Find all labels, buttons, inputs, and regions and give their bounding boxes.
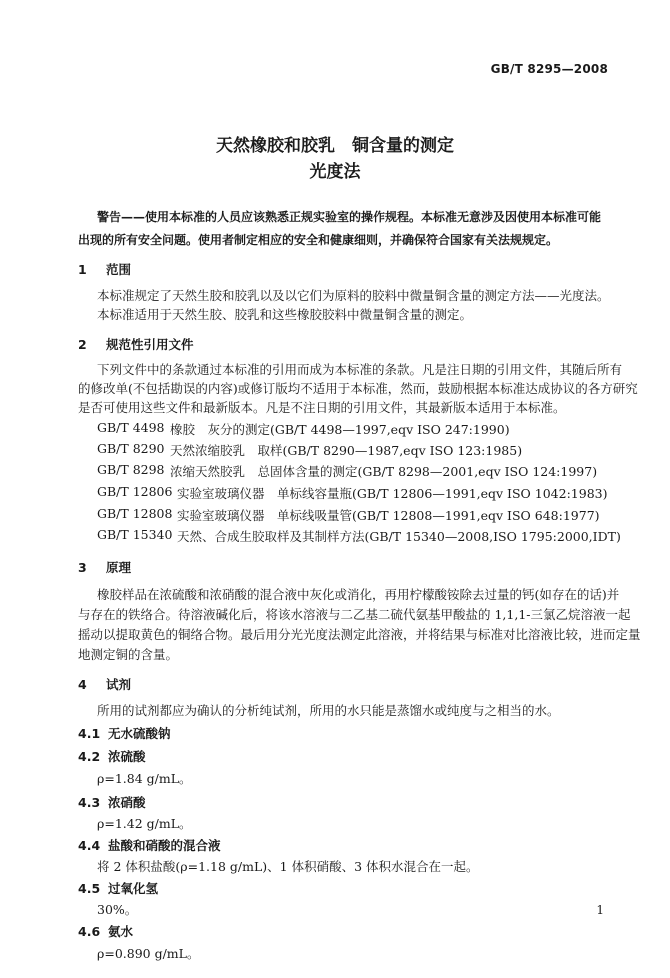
- ref-title: 橡胶 灰分的测定(GB/T 4498—1997,eqv ISO 247:1990): [170, 422, 510, 437]
- ref-code: GB/T 4498: [97, 420, 165, 435]
- section-heading-reagents: [78, 675, 131, 693]
- reagent-number: 4.4: [78, 838, 101, 853]
- reagent-name: 浓硫酸: [108, 749, 146, 764]
- reagent-name: 浓硝酸: [108, 795, 146, 810]
- section-heading-refs: [78, 335, 194, 353]
- warning-line-2: 出现的所有安全问题。使用者制定相应的安全和健康细则，并确保符合国家有关法规规定。: [78, 233, 559, 247]
- section-number: 1: [78, 262, 87, 277]
- reagent-heading: [78, 836, 221, 854]
- reagent-number: 4.3: [78, 795, 101, 810]
- reagent-heading: [78, 922, 133, 940]
- ref-title: 天然浓缩胶乳 取样(GB/T 8290—1987,eqv ISO 123:1985): [170, 443, 523, 458]
- ref-code: GB/T 12806: [97, 484, 173, 499]
- reagent-name: 过氧化氢: [108, 881, 159, 896]
- principle-line-3: 摇动以提取黄色的铜络合物。最后用分光光度法测定此溶液，并将结果与标准对比溶液比较，进而定量: [78, 627, 641, 642]
- reagent-name: 氨水: [108, 924, 134, 939]
- reagent-detail: 30%。: [97, 902, 138, 917]
- scope-paragraph-2: 本标准适用于天然生胶、胶乳和这些橡胶胶料中微量铜含量的测定。: [97, 307, 473, 322]
- reagent-number: 4.2: [78, 749, 101, 764]
- document-subtitle: 光度法: [309, 162, 361, 182]
- ref-code: GB/T 8290: [97, 441, 165, 456]
- reagent-detail: ρ=1.84 g/mL。: [97, 771, 192, 786]
- ref-title: 实验室玻璃仪器 单标线吸量管(GB/T 12808—1991,eqv ISO 648:1977): [177, 508, 600, 523]
- ref-code: GB/T 15340: [97, 527, 173, 542]
- section-number: 3: [78, 560, 87, 575]
- section-number: 4: [78, 677, 87, 692]
- reagent-name: 盐酸和硝酸的混合液: [108, 838, 221, 853]
- ref-title: 实验室玻璃仪器 单标线容量瓶(GB/T 12806—1991,eqv ISO 1042:1983): [177, 486, 608, 501]
- principle-line-2: 与存在的铁络合。待溶液碱化后，将该水溶液与二乙基二硫代氨基甲酸盐的 1,1,1-三氯乙烷溶液一起: [78, 607, 631, 622]
- section-heading-principle: [78, 558, 131, 576]
- section-title: 规范性引用文件: [106, 337, 194, 352]
- scope-paragraph-1: 本标准规定了天然生胶和胶乳以及以它们为原料的胶料中微量铜含量的测定方法——光度法。: [97, 288, 610, 303]
- reagent-detail: ρ=1.42 g/mL。: [97, 816, 192, 831]
- reagent-number: 4.5: [78, 881, 101, 896]
- section-number: 2: [78, 337, 87, 352]
- reagent-heading: [78, 879, 158, 897]
- page-number: 1: [596, 903, 604, 917]
- warning-line-1: 警告——使用本标准的人员应该熟悉正规实验室的操作规程。本标准无意涉及因使用本标准可能: [97, 210, 602, 224]
- ref-title: 浓缩天然胶乳 总固体含量的测定(GB/T 8298—2001,eqv ISO 124:1997): [170, 464, 598, 479]
- refs-intro-line-1: 下列文件中的条款通过本标准的引用而成为本标准的条款。凡是注日期的引用文件，其随后所有: [97, 362, 623, 377]
- document-title: 天然橡胶和胶乳 铜含量的测定: [216, 136, 454, 156]
- reagent-number: 4.6: [78, 924, 101, 939]
- reagent-detail: 将 2 体积盐酸(ρ=1.18 g/mL)、1 体积硝酸、3 体积水混合在一起。: [97, 859, 479, 874]
- refs-intro-line-3: 是否可使用这些文件和最新版本。凡是不注日期的引用文件，其最新版本适用于本标准。: [78, 400, 566, 415]
- section-title: 范围: [106, 262, 132, 277]
- reagent-heading: [78, 724, 171, 742]
- reagent-heading: [78, 747, 146, 765]
- ref-code: GB/T 8298: [97, 462, 165, 477]
- ref-code: GB/T 12808: [97, 506, 173, 521]
- ref-title: 天然、合成生胶取样及其制样方法(GB/T 15340—2008,ISO 1795:2000,IDT): [177, 529, 621, 544]
- reagent-number: 4.1: [78, 726, 101, 741]
- section-title: 原理: [106, 560, 132, 575]
- reagent-heading: [78, 793, 146, 811]
- reagents-intro: 所用的试剂都应为确认的分析纯试剂，所用的水只能是蒸馏水或纯度与之相当的水。: [97, 703, 560, 718]
- principle-line-1: 橡胶样品在浓硫酸和浓硝酸的混合液中灰化或消化，再用柠檬酸铵除去过量的钙(如存在的话)并: [97, 587, 620, 602]
- reagent-detail: ρ=0.890 g/mL。: [97, 946, 200, 961]
- reagent-name: 无水硫酸钠: [108, 726, 171, 741]
- section-heading-scope: [78, 260, 131, 278]
- standard-code: GB/T 8295—2008: [490, 62, 608, 76]
- refs-intro-line-2: 的修改单(不包括勘误的内容)或修订版均不适用于本标准，然而，鼓励根据本标准达成协议的各方研究: [78, 381, 638, 396]
- principle-line-4: 地测定铜的含量。: [78, 647, 179, 662]
- section-title: 试剂: [106, 677, 132, 692]
